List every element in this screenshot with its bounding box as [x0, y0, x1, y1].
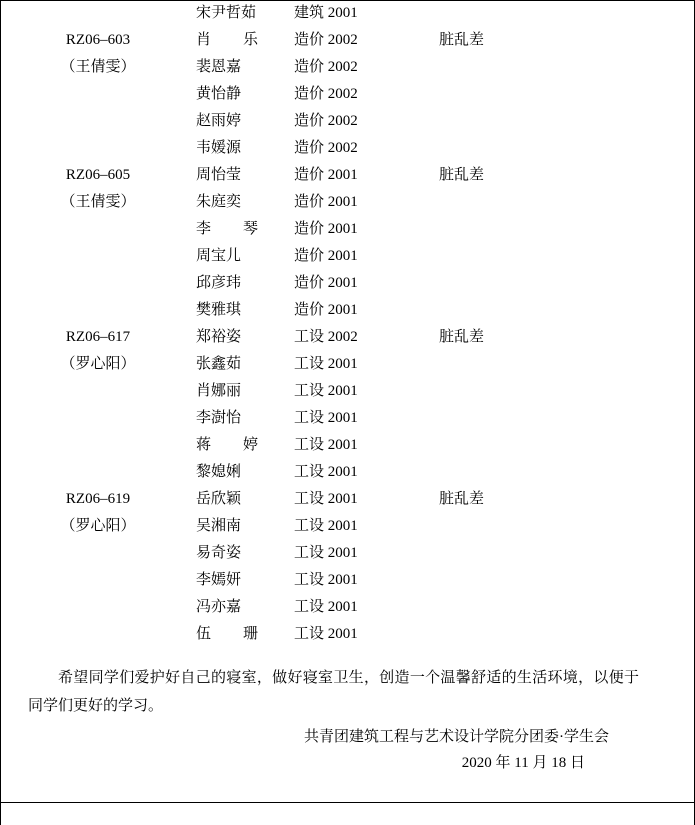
cell-name	[196, 567, 294, 594]
table-row	[0, 216, 695, 243]
cell-note	[439, 0, 695, 27]
cell-major-year: 造价 2001	[294, 167, 358, 183]
cell-note	[439, 81, 695, 108]
cell-note	[439, 432, 695, 459]
cell-note	[439, 270, 695, 297]
cell-name	[196, 513, 294, 540]
table-row	[0, 513, 695, 540]
cell-major-year: 建筑 2001	[294, 5, 358, 21]
table-row	[0, 324, 695, 351]
cell-major-year: 工设 2001	[294, 491, 358, 507]
cell-room	[0, 567, 196, 594]
cell-room	[0, 108, 196, 135]
cell-name	[196, 405, 294, 432]
cell-room	[0, 297, 196, 324]
table-row	[0, 621, 695, 648]
table-row	[0, 378, 695, 405]
signature-date: 2020 年 11 月 18 日	[461, 755, 585, 771]
cell-room	[0, 81, 196, 108]
cell-major-year: 造价 2002	[294, 86, 358, 102]
student-name: 周怡莹	[196, 167, 242, 183]
cell-major-year: 工设 2001	[294, 518, 358, 534]
cell-name	[196, 189, 294, 216]
cell-name	[196, 162, 294, 189]
cell-major-year: 造价 2001	[294, 194, 358, 210]
cell-room	[0, 594, 196, 621]
cell-major-year: 造价 2002	[294, 113, 358, 129]
student-name: 黄怡静	[196, 86, 242, 102]
cell-note	[439, 513, 695, 540]
cell-name	[196, 27, 294, 54]
student-name: 朱庭奕	[196, 194, 242, 210]
cell-name	[196, 135, 294, 162]
student-name: 易奇姿	[196, 545, 242, 561]
cell-major-year: 工设 2001	[294, 545, 358, 561]
student-name: 郑裕姿	[196, 329, 242, 345]
cell-note	[439, 540, 695, 567]
table-row	[0, 162, 695, 189]
student-name: 李澍怡	[196, 410, 242, 426]
student-name: 黎媳娳	[196, 464, 242, 480]
cell-major-year: 造价 2001	[294, 248, 358, 264]
cell-note: 脏乱差	[439, 491, 485, 507]
student-name: 张鑫茹	[196, 356, 242, 372]
student-name: 李嫣妍	[196, 572, 242, 588]
cell-room	[0, 378, 196, 405]
cell-note	[439, 459, 695, 486]
table-row	[0, 594, 695, 621]
student-name: 肖娜丽	[196, 383, 242, 399]
cell-name	[196, 459, 294, 486]
cell-major-year: 造价 2001	[294, 302, 358, 318]
cell-note	[439, 351, 695, 378]
cell-room: RZ06–617	[65, 329, 131, 345]
table-row	[0, 432, 695, 459]
cell-note	[439, 297, 695, 324]
student-name: 裴恩嘉	[196, 59, 242, 75]
cell-note: 脏乱差	[439, 329, 485, 345]
cell-name	[196, 324, 294, 351]
student-name: 吴湘南	[196, 518, 242, 534]
cell-note	[439, 216, 695, 243]
cell-note	[439, 108, 695, 135]
cell-major-year: 工设 2001	[294, 410, 358, 426]
cell-name	[196, 378, 294, 405]
cell-major-year: 工设 2001	[294, 383, 358, 399]
cell-room	[0, 270, 196, 297]
cell-note	[439, 567, 695, 594]
student-name: 岳欣颖	[196, 491, 242, 507]
cell-major-year: 造价 2001	[294, 221, 358, 237]
student-name: 邱彦玮	[196, 275, 242, 291]
student-name: 伍 珊	[196, 626, 258, 642]
cell-room	[0, 405, 196, 432]
cell-note	[439, 189, 695, 216]
cell-name	[196, 351, 294, 378]
cell-major-year: 工设 2001	[294, 464, 358, 480]
student-name: 周宝儿	[196, 248, 242, 264]
cell-room	[0, 243, 196, 270]
cell-room	[0, 621, 196, 648]
cell-room: （王倩雯）	[60, 59, 136, 75]
table-row	[0, 486, 695, 513]
student-name: 蒋 婷	[196, 437, 258, 453]
cell-room	[0, 459, 196, 486]
cell-room	[0, 0, 196, 27]
table-row	[0, 81, 695, 108]
table-row	[0, 351, 695, 378]
student-name: 肖 乐	[196, 32, 258, 48]
cell-note	[439, 621, 695, 648]
cell-room	[0, 540, 196, 567]
cell-major-year: 工设 2001	[294, 626, 358, 642]
cell-note	[439, 135, 695, 162]
cell-major-year: 造价 2002	[294, 32, 358, 48]
cell-major-year: 工设 2002	[294, 329, 358, 345]
cell-major-year: 工设 2001	[294, 599, 358, 615]
cell-room: （王倩雯）	[60, 194, 136, 210]
table-row	[0, 540, 695, 567]
cell-name	[196, 594, 294, 621]
cell-major-year: 工设 2001	[294, 356, 358, 372]
cell-name	[196, 243, 294, 270]
cell-name	[196, 540, 294, 567]
cell-note	[439, 405, 695, 432]
cell-note: 脏乱差	[439, 32, 485, 48]
cell-name	[196, 486, 294, 513]
table-row	[0, 0, 695, 27]
cell-name	[196, 432, 294, 459]
cell-note	[439, 243, 695, 270]
table-row	[0, 567, 695, 594]
cell-major-year: 造价 2002	[294, 59, 358, 75]
cell-room: （罗心阳）	[60, 518, 136, 534]
cell-note	[439, 378, 695, 405]
cell-name	[196, 297, 294, 324]
table-row	[0, 27, 695, 54]
table-row	[0, 135, 695, 162]
student-name: 樊雅琪	[196, 302, 242, 318]
cell-room	[0, 432, 196, 459]
cell-note	[439, 54, 695, 81]
cell-room: RZ06–605	[65, 167, 131, 183]
signature-line: 共青团建筑工程与艺术设计学院分团委·学生会	[304, 729, 609, 745]
cell-name	[196, 54, 294, 81]
cell-room: RZ06–603	[65, 32, 131, 48]
cell-major-year: 工设 2001	[294, 572, 358, 588]
cell-name	[196, 621, 294, 648]
cell-name	[196, 216, 294, 243]
cell-name	[196, 270, 294, 297]
cell-name	[196, 108, 294, 135]
student-name: 宋尹哲茹	[196, 5, 257, 21]
student-name: 韦媛源	[196, 140, 242, 156]
cell-room	[0, 216, 196, 243]
cell-major-year: 造价 2001	[294, 275, 358, 291]
cell-name	[196, 0, 294, 27]
student-name: 赵雨婷	[196, 113, 242, 129]
cell-name	[196, 81, 294, 108]
table-row	[0, 189, 695, 216]
table-row	[0, 243, 695, 270]
cell-room	[0, 135, 196, 162]
student-name: 冯亦嘉	[196, 599, 242, 615]
cell-room: RZ06–619	[65, 491, 131, 507]
table-row	[0, 459, 695, 486]
table-row	[0, 270, 695, 297]
cell-note	[439, 594, 695, 621]
student-name: 李 琴	[196, 221, 258, 237]
cell-room: （罗心阳）	[60, 356, 136, 372]
table-row	[0, 108, 695, 135]
cell-major-year: 造价 2002	[294, 140, 358, 156]
cell-note: 脏乱差	[439, 167, 485, 183]
closing-paragraph: 希望同学们爱护好自己的寝室，做好寝室卫生，创造一个温馨舒适的生活环境，以便于同学们更好的学习。	[28, 670, 639, 714]
table-row	[0, 54, 695, 81]
page-bottom-rule	[0, 802, 695, 803]
table-row	[0, 297, 695, 324]
table-row	[0, 405, 695, 432]
cell-major-year: 工设 2001	[294, 437, 358, 453]
